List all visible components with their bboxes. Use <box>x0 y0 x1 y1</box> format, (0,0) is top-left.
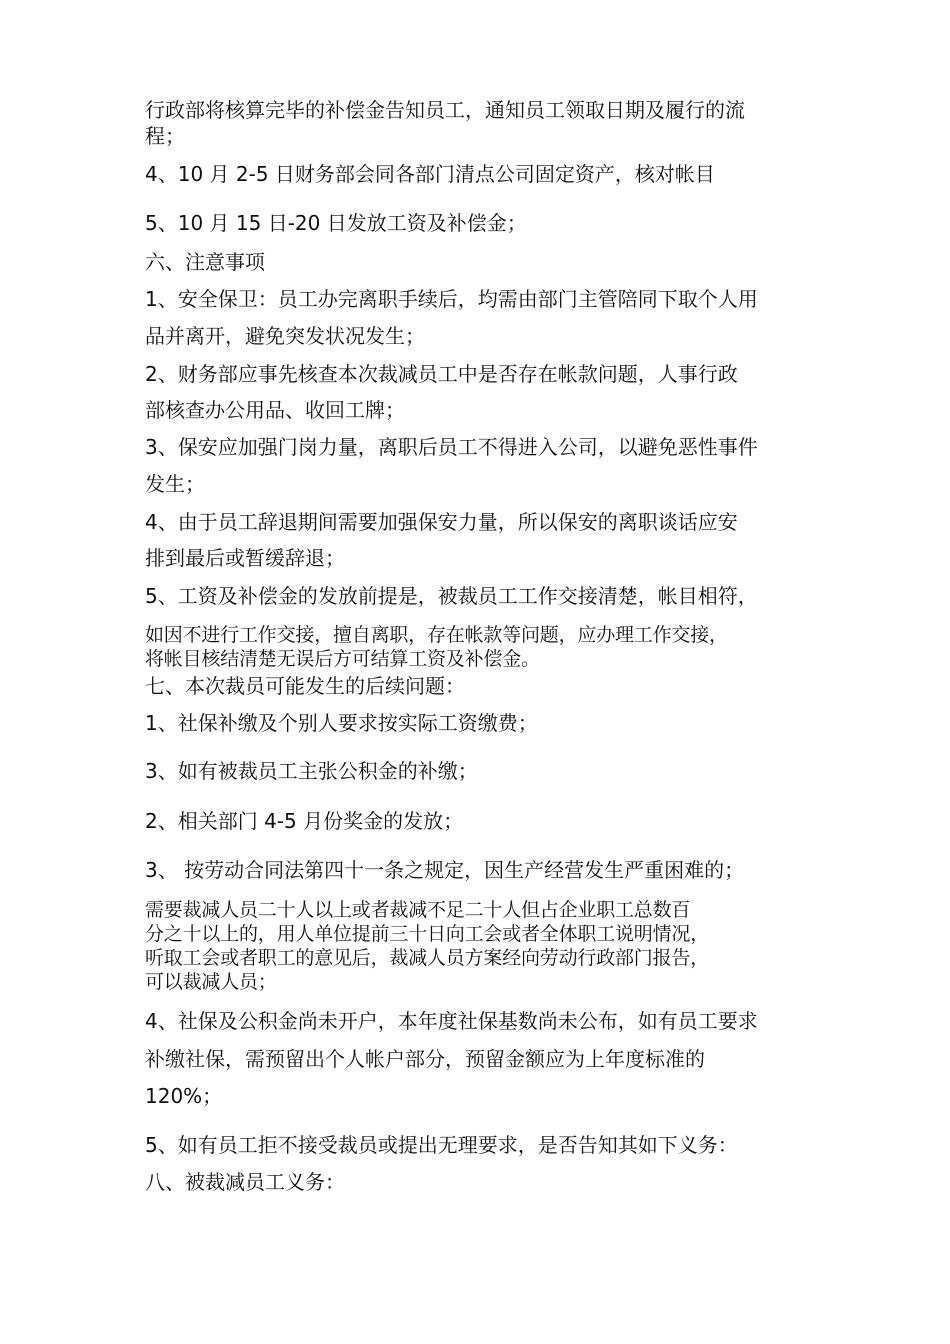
text-line: 1、社保补缴及个别人要求按实际工资缴费； <box>145 711 538 735</box>
text-line: 补缴社保，需预留出个人帐户部分，预留金额应为上年度标准的 <box>145 1047 705 1071</box>
text-line: 4、10 月 2-5 日财务部会同各部门清点公司固定资产，核对帐目 <box>145 162 715 186</box>
text-line: 发生； <box>145 472 205 496</box>
text-line: 3、保安应加强门岗力量，离职后员工不得进入公司，以避免恶性事件 <box>145 435 758 459</box>
text-line: 需要裁减人员二十人以上或者裁减不足二十人但占企业职工总数百 <box>145 899 691 921</box>
text-line: 品并离开，避免突发状况发生； <box>145 324 425 348</box>
text-line: 可以裁减人员； <box>145 971 277 993</box>
text-line: 3、如有被裁员工主张公积金的补缴； <box>145 759 478 783</box>
text-line: 5、10 月 15 日-20 日发放工资及补偿金； <box>145 211 527 235</box>
section-heading: 六、注意事项 <box>145 250 265 274</box>
text-line: 5、工资及补偿金的发放前提是，被裁员工工作交接清楚，帐目相符， <box>145 584 758 608</box>
text-line: 2、相关部门 4-5 月份奖金的发放； <box>145 809 464 833</box>
text-line: 5、如有员工拒不接受裁员或提出无理要求，是否告知其如下义务： <box>145 1133 738 1157</box>
text-line: 120%； <box>145 1084 223 1108</box>
text-line: 行政部将核算完毕的补偿金告知员工，通知员工领取日期及履行的流 <box>145 98 745 122</box>
text-line: 如因不进行工作交接，擅自离职，存在帐款等问题，应办理工作交接， <box>145 624 728 646</box>
text-line: 2、财务部应事先核查本次裁减员工中是否存在帐款问题，人事行政 <box>145 362 738 386</box>
text-line: 部核查办公用品、收回工牌； <box>145 398 405 422</box>
section-heading: 七、本次裁员可能发生的后续问题： <box>145 674 465 698</box>
section-heading: 八、被裁减员工义务： <box>145 1170 345 1194</box>
text-line: 程； <box>145 124 185 148</box>
text-line: 将帐目核结清楚无误后方可结算工资及补偿金。 <box>145 648 540 670</box>
text-line: 1、安全保卫：员工办完离职手续后，均需由部门主管陪同下取个人用 <box>145 287 758 311</box>
text-line: 3、 按劳动合同法第四十一条之规定，因生产经营发生严重困难的； <box>145 858 745 882</box>
text-line: 排到最后或暂缓辞退； <box>145 546 345 570</box>
text-line: 4、社保及公积金尚未开户，本年度社保基数尚未公布，如有员工要求 <box>145 1009 758 1033</box>
text-line: 分之十以上的，用人单位提前三十日向工会或者全体职工说明情况， <box>145 923 710 945</box>
text-line: 4、由于员工辞退期间需要加强保安力量，所以保安的离职谈话应安 <box>145 510 738 534</box>
text-line: 听取工会或者职工的意见后，裁减人员方案经向劳动行政部门报告， <box>145 947 710 969</box>
